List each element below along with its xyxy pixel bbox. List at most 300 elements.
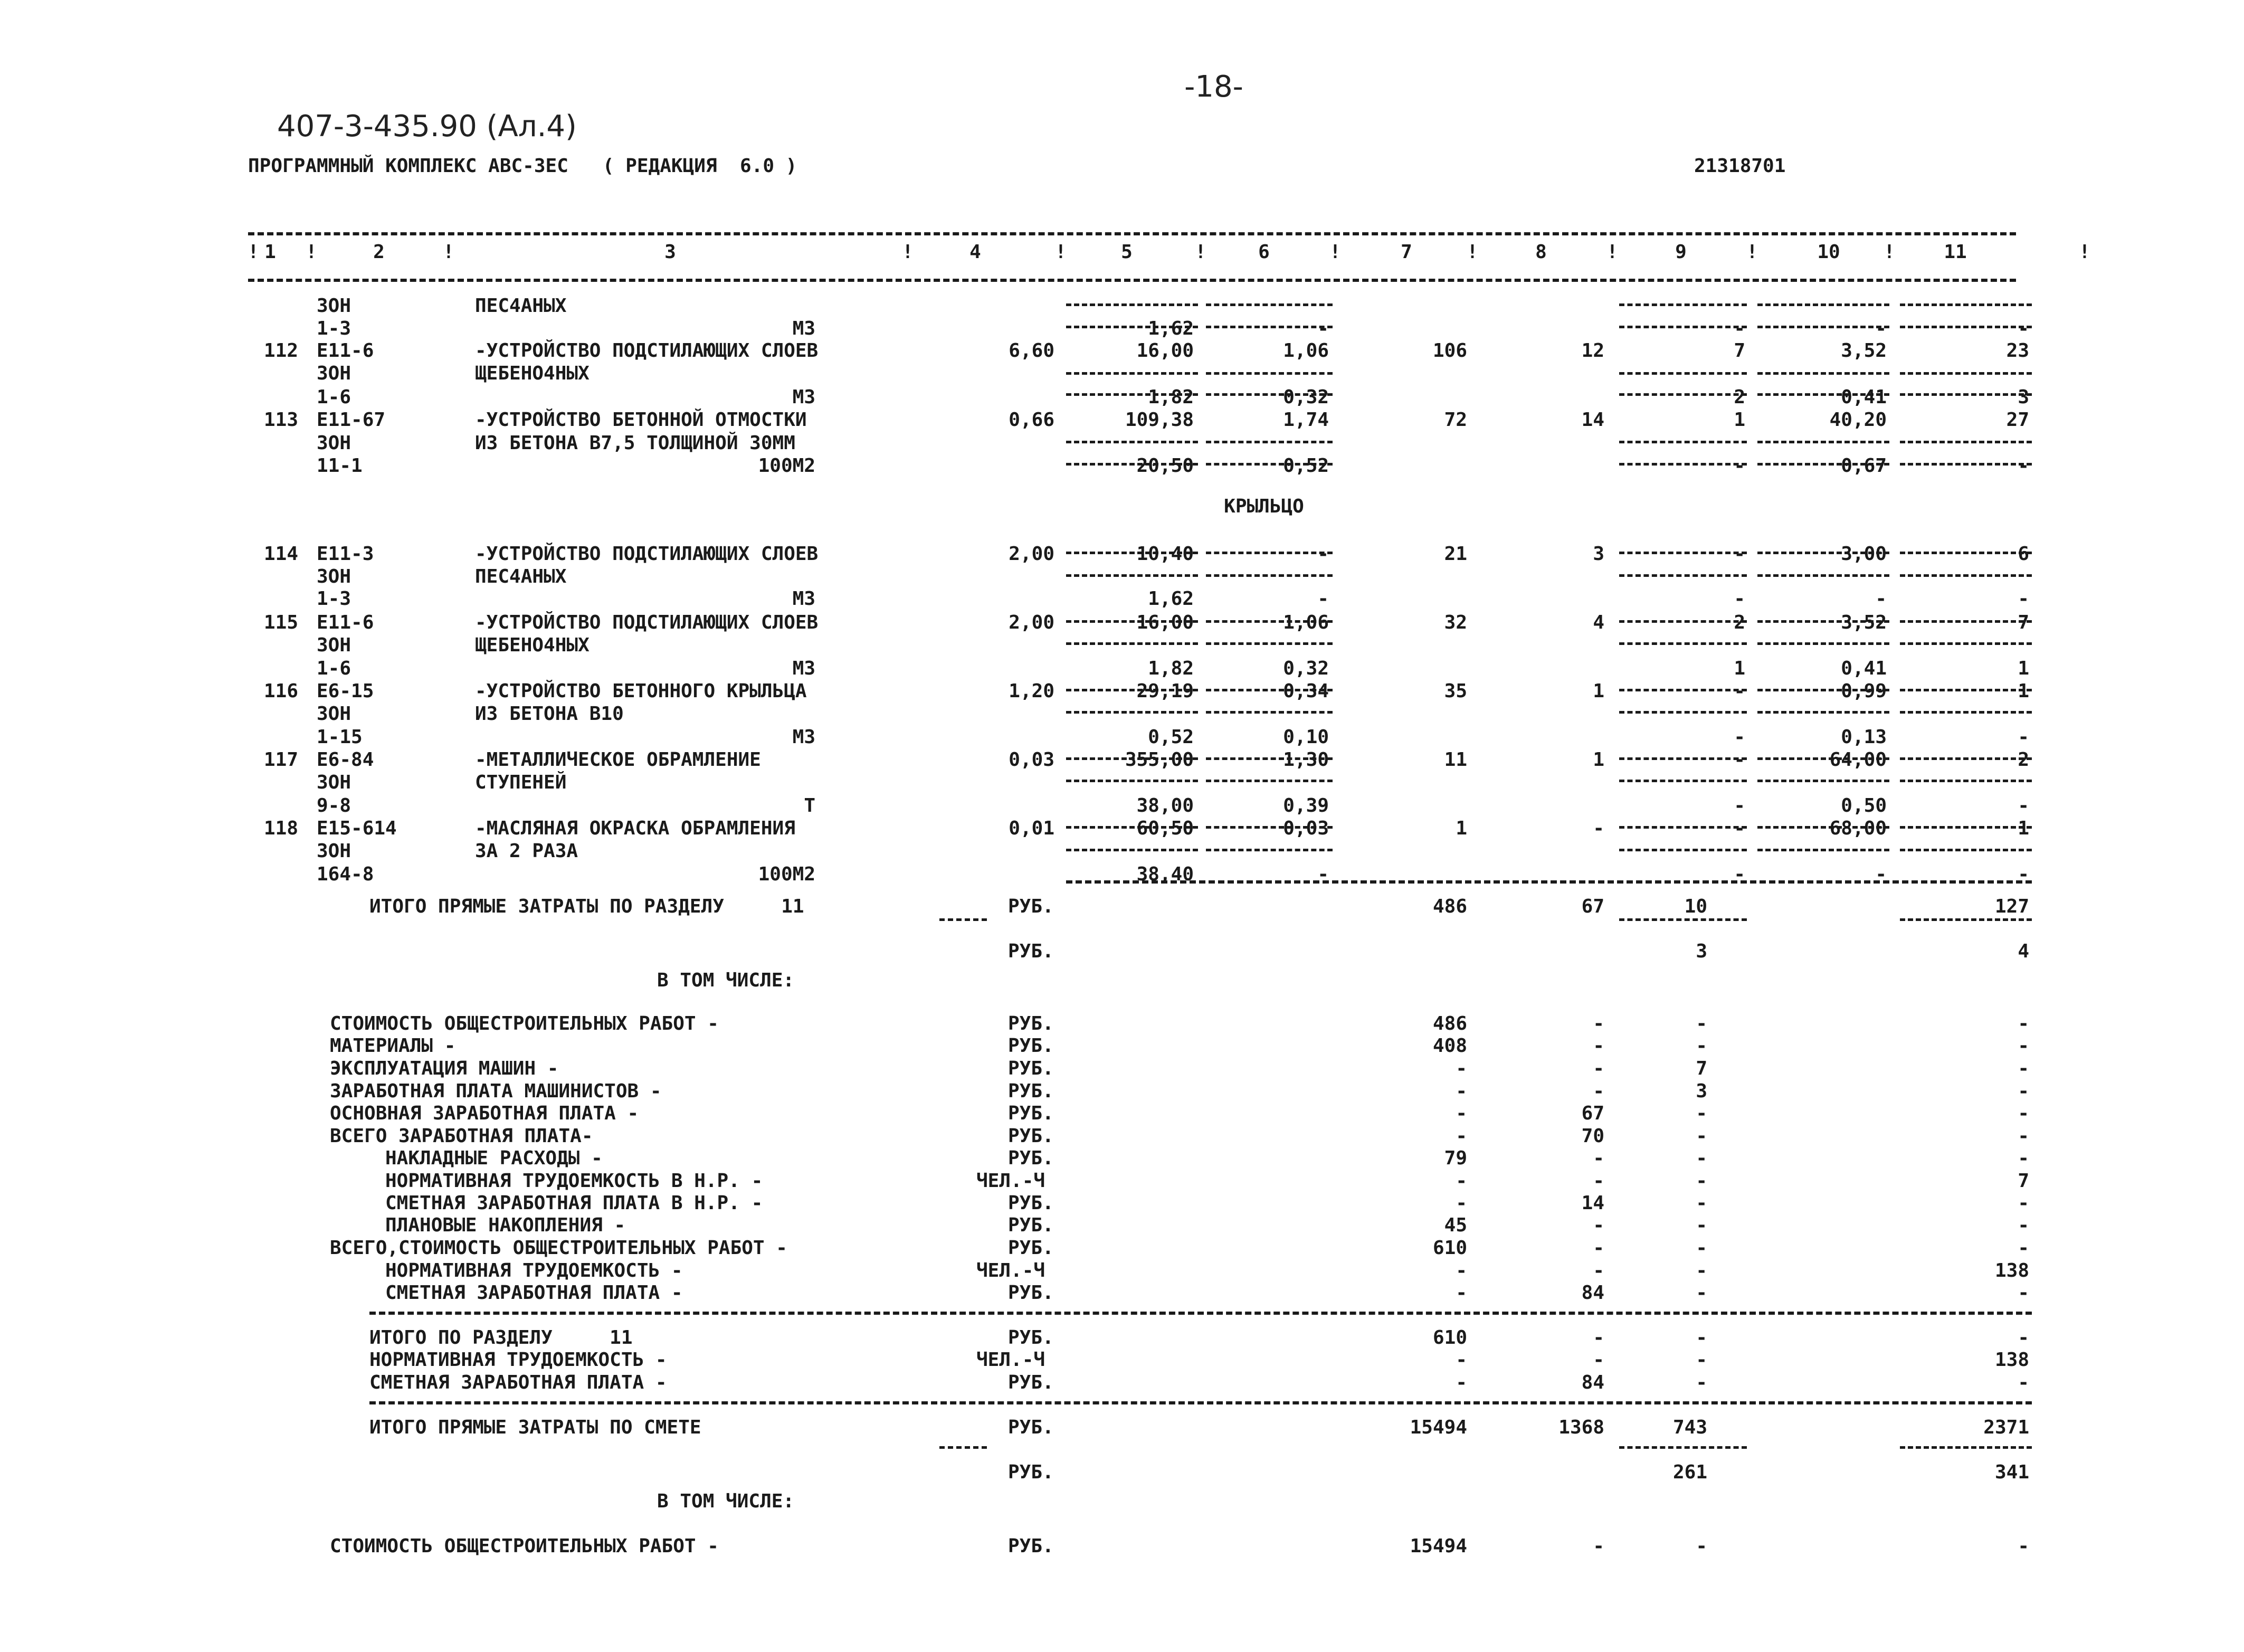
- underline-rule: [1206, 326, 1333, 328]
- table-cell: 0,01: [1009, 818, 1054, 839]
- table-cell: 164-8: [317, 863, 374, 885]
- column-separator: !: [443, 241, 454, 263]
- table-cell: 355,00: [1125, 749, 1194, 771]
- underline-rule: [1066, 552, 1198, 554]
- summary-unit: РУБ.: [1008, 1058, 1054, 1079]
- table-cell: -МЕТАЛЛИЧЕСКОЕ ОБРАМЛЕНИЕ: [475, 749, 761, 771]
- table-cell: 0,66: [1009, 409, 1054, 431]
- underline-rule: [1206, 552, 1333, 554]
- underline-rule: [1619, 441, 1747, 443]
- table-cell: ИЗ БЕТОНА В10: [475, 703, 624, 725]
- summary-label: СМЕТНАЯ ЗАРАБОТНАЯ ПЛАТА -: [369, 1372, 667, 1393]
- column-separator: !: [1606, 241, 1618, 263]
- underline-rule: [1757, 642, 1889, 645]
- page-number: -18-: [1184, 70, 1243, 104]
- summary-label: ОСНОВНАЯ ЗАРАБОТНАЯ ПЛАТА -: [330, 1103, 639, 1124]
- underline-rule: [939, 918, 987, 921]
- summary-value: -: [2018, 1214, 2029, 1236]
- underline-rule: [1206, 574, 1333, 577]
- summary-value: -: [2018, 1192, 2029, 1214]
- underline-rule: [1619, 552, 1747, 554]
- table-cell: 38,40: [1136, 863, 1194, 885]
- underline-rule: [1900, 326, 2032, 328]
- table-cell: 68,00: [1829, 818, 1887, 839]
- table-cell: Е6-84: [317, 749, 374, 771]
- summary-unit: РУБ.: [1008, 1080, 1054, 1102]
- underline-rule: [1757, 393, 1889, 396]
- column-separator: !: [1055, 241, 1067, 263]
- table-cell: 1-6: [317, 658, 351, 679]
- summary-value: 3: [1696, 1080, 1707, 1102]
- underline-rule: [1206, 849, 1333, 851]
- underline-rule: [1206, 463, 1333, 466]
- table-cell: -: [1593, 818, 1604, 839]
- summary-value: -: [1696, 1125, 1707, 1147]
- table-cell: -: [1734, 863, 1745, 885]
- table-cell: 0,52: [1148, 726, 1194, 748]
- summary-value: -: [2018, 1103, 2029, 1124]
- table-cell: 14: [1581, 409, 1604, 431]
- summary-value: -: [1593, 1535, 1604, 1557]
- table-cell: 106: [1432, 340, 1467, 362]
- underline-rule: [1757, 620, 1889, 623]
- underline-rule: [1900, 1446, 2032, 1449]
- summary-value: 7: [1696, 1058, 1707, 1079]
- column-separator: !: [1746, 241, 1758, 263]
- summary-label: СТОИМОСТЬ ОБЩЕСТРОИТЕЛЬНЫХ РАБОТ -: [330, 1535, 719, 1557]
- summary-label: СТОИМОСТЬ ОБЩЕСТРОИТЕЛЬНЫХ РАБОТ -: [330, 1013, 719, 1034]
- table-cell: 1: [1456, 818, 1467, 839]
- table-cell: 1,20: [1009, 680, 1054, 702]
- table-cell: 64,00: [1829, 749, 1887, 771]
- summary-value: 84: [1581, 1282, 1604, 1304]
- underline-rule: [1066, 711, 1198, 714]
- table-cell: 0,10: [1283, 726, 1329, 748]
- underline-rule: [1206, 757, 1333, 760]
- underline-rule: [1757, 689, 1889, 691]
- program-title: ПРОГРАММНЫЙ КОМПЛЕКС АВС-3ЕС ( РЕДАКЦИЯ 6.0 ): [248, 155, 797, 177]
- summary-value: -: [1456, 1282, 1467, 1304]
- table-cell: 1-3: [317, 588, 351, 610]
- underline-rule: [1900, 620, 2032, 623]
- summary-value: -: [1696, 1214, 1707, 1236]
- table-cell: -: [1734, 455, 1745, 477]
- underline-rule: [1757, 826, 1889, 829]
- underline-rule: [1900, 441, 2032, 443]
- column-separator: !: [1884, 241, 1895, 263]
- summary-value: -: [2018, 1035, 2029, 1057]
- summary-value: -: [1696, 1372, 1707, 1393]
- summary-value: -: [1593, 1058, 1604, 1079]
- underline-rule: [1757, 441, 1889, 443]
- table-cell: 7: [2018, 612, 2029, 633]
- header-top-rule: [248, 232, 2016, 235]
- underline-rule: [1900, 711, 2032, 714]
- table-cell: -: [1317, 318, 1329, 339]
- summary-unit: РУБ.: [1008, 1535, 1054, 1557]
- underline-rule: [1900, 372, 2032, 375]
- summary-value: -: [1593, 1237, 1604, 1259]
- column-header: 1: [264, 241, 276, 263]
- table-cell: 3: [1593, 543, 1604, 565]
- table-cell: 1,82: [1148, 386, 1194, 408]
- underline-rule: [1206, 620, 1333, 623]
- column-header: 6: [1258, 241, 1270, 263]
- underline-rule: [1619, 620, 1747, 623]
- underline-rule: [1619, 757, 1747, 760]
- summary-value: -: [1696, 1035, 1707, 1057]
- table-cell: -: [1317, 543, 1329, 565]
- document-code: 407-3-435.90 (Ал.4): [277, 109, 577, 144]
- table-cell: 0,03: [1009, 749, 1054, 771]
- summary-value: -: [1696, 1282, 1707, 1304]
- underline-rule: [1619, 463, 1747, 466]
- table-cell: -: [2018, 318, 2029, 339]
- table-cell: -: [2018, 726, 2029, 748]
- summary-value: -: [1593, 1349, 1604, 1371]
- summary-label: НОРМАТИВНАЯ ТРУДОЕМКОСТЬ В Н.Р. -: [385, 1170, 763, 1192]
- underline-rule: [1619, 826, 1747, 829]
- underline-rule: [1900, 689, 2032, 691]
- table-cell: 38,00: [1136, 795, 1194, 816]
- table-cell: Е15-614: [317, 818, 397, 839]
- summary-unit: ЧЕЛ.-Ч: [976, 1170, 1045, 1192]
- summary-label: НАКЛАДНЫЕ РАСХОДЫ -: [385, 1147, 603, 1169]
- summary-value: 15494: [1410, 1417, 1467, 1438]
- summary-label: ИТОГО ПРЯМЫЕ ЗАТРАТЫ ПО СМЕТЕ: [369, 1417, 701, 1438]
- table-cell: 12: [1581, 340, 1604, 362]
- table-cell: 40,20: [1829, 409, 1887, 431]
- summary-value: 10: [1684, 896, 1707, 917]
- summary-unit: РУБ.: [1008, 1192, 1054, 1214]
- summary-value: 45: [1444, 1214, 1467, 1236]
- summary-unit: РУБ.: [1008, 1417, 1054, 1438]
- summary-value: 486: [1432, 1013, 1467, 1034]
- column-separator: !: [1329, 241, 1341, 263]
- table-cell: 1: [2018, 818, 2029, 839]
- summary-value: 743: [1672, 1417, 1707, 1438]
- summary-value: 610: [1432, 1327, 1467, 1349]
- table-cell: 1-15: [317, 726, 363, 748]
- summary-value: 3: [1696, 941, 1707, 962]
- table-cell: 3ОН: [317, 566, 351, 587]
- column-header: 10: [1817, 241, 1840, 263]
- underline-rule: [1619, 642, 1747, 645]
- summary-label: ВСЕГО ЗАРАБОТНАЯ ПЛАТА-: [330, 1125, 593, 1147]
- table-cell: -: [1734, 318, 1745, 339]
- underline-rule: [1900, 393, 2032, 396]
- summary-value: -: [1696, 1147, 1707, 1169]
- underline-rule: [1619, 303, 1747, 306]
- summary-value: -: [1696, 1535, 1707, 1557]
- summary-value: -: [1593, 1260, 1604, 1281]
- table-cell: 0,52: [1283, 455, 1329, 477]
- table-cell: -: [1734, 588, 1745, 610]
- table-cell: 0,39: [1283, 795, 1329, 816]
- table-cell: -: [2018, 863, 2029, 885]
- underline-rule: [1619, 393, 1747, 396]
- underline-rule: [1206, 780, 1333, 782]
- underline-rule: [1900, 463, 2032, 466]
- table-cell: 11-1: [317, 455, 363, 477]
- underline-rule: [1757, 757, 1889, 760]
- summary-value: -: [1593, 1170, 1604, 1192]
- table-cell: ЩЕБЕНО4НЫХ: [475, 634, 589, 656]
- summary-value: 408: [1432, 1035, 1467, 1057]
- table-cell: -: [2018, 588, 2029, 610]
- summary-label: В ТОМ ЧИСЛЕ:: [657, 970, 795, 991]
- summary-label: ЗАРАБОТНАЯ ПЛАТА МАШИНИСТОВ -: [330, 1080, 662, 1102]
- table-cell: 35: [1444, 680, 1467, 702]
- table-cell: ПЕС4АНЫХ: [475, 566, 567, 587]
- table-cell: М3: [792, 588, 815, 610]
- summary-value: 14: [1581, 1192, 1604, 1214]
- table-cell: 1,74: [1283, 409, 1329, 431]
- summary-value: 2371: [1983, 1417, 2029, 1438]
- summary-value: -: [1593, 1147, 1604, 1169]
- table-cell: -: [1734, 680, 1745, 702]
- table-cell: 1: [1593, 749, 1604, 771]
- table-cell: 1,06: [1283, 612, 1329, 633]
- underline-rule: [1066, 826, 1198, 829]
- underline-rule: [1619, 689, 1747, 691]
- summary-unit: РУБ.: [1008, 1013, 1054, 1034]
- underline-rule: [1066, 880, 2032, 884]
- table-cell: 11: [1444, 749, 1467, 771]
- summary-value: 610: [1432, 1237, 1467, 1259]
- table-cell: 100М2: [758, 455, 815, 477]
- table-cell: 3ОН: [317, 432, 351, 454]
- summary-label: ВСЕГО,СТОИМОСТЬ ОБЩЕСТРОИТЕЛЬНЫХ РАБОТ -: [330, 1237, 787, 1259]
- column-header: 2: [373, 241, 385, 263]
- table-cell: -: [1734, 795, 1745, 816]
- underline-rule: [1900, 642, 2032, 645]
- table-cell: Е11-6: [317, 340, 374, 362]
- table-cell: 1,06: [1283, 340, 1329, 362]
- table-cell: 100М2: [758, 863, 815, 885]
- underline-rule: [1619, 326, 1747, 328]
- summary-unit: РУБ.: [1008, 1035, 1054, 1057]
- table-cell: 27: [2006, 409, 2029, 431]
- table-cell: 2: [2018, 749, 2029, 771]
- table-cell: 9-8: [317, 795, 351, 816]
- table-cell: 113: [263, 409, 298, 431]
- section-title: КРЫЛЬЦО: [1224, 496, 1304, 517]
- summary-value: -: [1456, 1080, 1467, 1102]
- table-cell: -: [1317, 588, 1329, 610]
- underline-rule: [1206, 642, 1333, 645]
- underline-rule: [1066, 303, 1198, 306]
- column-separator: !: [1467, 241, 1478, 263]
- table-cell: -УСТРОЙСТВО БЕТОННОГО КРЫЛЬЦА: [475, 680, 807, 702]
- underline-rule: [1757, 552, 1889, 554]
- summary-value: -: [1593, 1013, 1604, 1034]
- table-cell: -: [2018, 455, 2029, 477]
- table-cell: 0,67: [1841, 455, 1887, 477]
- underline-rule: [1066, 757, 1198, 760]
- table-cell: 2: [1734, 612, 1745, 633]
- underline-rule: [1757, 849, 1889, 851]
- summary-value: -: [1593, 1035, 1604, 1057]
- table-cell: 114: [263, 543, 298, 565]
- summary-value: 15494: [1410, 1535, 1467, 1557]
- underline-rule: [1066, 393, 1198, 396]
- summary-value: -: [1456, 1192, 1467, 1214]
- underline-rule: [1900, 918, 2032, 921]
- table-cell: 112: [263, 340, 298, 362]
- column-separator: !: [2079, 241, 2090, 263]
- table-cell: 16,00: [1136, 612, 1194, 633]
- table-cell: 116: [263, 680, 298, 702]
- summary-unit: РУБ.: [1008, 896, 1054, 917]
- underline-rule: [1619, 780, 1747, 782]
- document-id: 21318701: [1694, 155, 1786, 177]
- column-header: 3: [664, 241, 676, 263]
- underline-rule: [369, 1401, 2032, 1404]
- summary-label: ИТОГО ПРЯМЫЕ ЗАТРАТЫ ПО РАЗДЕЛУ 11: [369, 896, 804, 917]
- table-cell: 3ОН: [317, 363, 351, 384]
- underline-rule: [1619, 574, 1747, 577]
- table-cell: 109,38: [1125, 409, 1194, 431]
- table-cell: 1-3: [317, 318, 351, 339]
- table-cell: М3: [792, 318, 815, 339]
- table-cell: 29,19: [1136, 680, 1194, 702]
- underline-rule: [939, 1446, 987, 1449]
- table-cell: -: [1734, 818, 1745, 839]
- summary-value: 67: [1581, 896, 1604, 917]
- summary-value: 138: [1994, 1349, 2029, 1371]
- summary-value: 261: [1672, 1461, 1707, 1483]
- table-cell: 6,60: [1009, 340, 1054, 362]
- summary-value: 341: [1994, 1461, 2029, 1483]
- table-cell: 10,40: [1136, 543, 1194, 565]
- table-cell: 23: [2006, 340, 2029, 362]
- underline-rule: [1206, 711, 1333, 714]
- table-cell: -МАСЛЯНАЯ ОКРАСКА ОБРАМЛЕНИЯ: [475, 818, 795, 839]
- column-header: 11: [1944, 241, 1967, 263]
- table-cell: -УСТРОЙСТВО ПОДСТИЛАЮЩИХ СЛОЕВ: [475, 543, 819, 565]
- underline-rule: [1619, 1446, 1747, 1449]
- table-cell: 6: [2018, 543, 2029, 565]
- summary-label: НОРМАТИВНАЯ ТРУДОЕМКОСТЬ -: [369, 1349, 667, 1371]
- summary-label: В ТОМ ЧИСЛЕ:: [657, 1490, 795, 1512]
- summary-unit: ЧЕЛ.-Ч: [976, 1260, 1045, 1281]
- underline-rule: [1619, 372, 1747, 375]
- header-bottom-rule: [248, 279, 2016, 282]
- table-cell: 20,50: [1136, 455, 1194, 477]
- summary-value: -: [1593, 1214, 1604, 1236]
- summary-unit: РУБ.: [1008, 1282, 1054, 1304]
- table-cell: 117: [263, 749, 298, 771]
- summary-value: 7: [2018, 1170, 2029, 1192]
- underline-rule: [1900, 780, 2032, 782]
- table-cell: Е11-67: [317, 409, 386, 431]
- underline-rule: [1900, 757, 2032, 760]
- underline-rule: [1066, 326, 1198, 328]
- summary-value: -: [2018, 1058, 2029, 1079]
- table-cell: 3ОН: [317, 703, 351, 725]
- underline-rule: [1900, 849, 2032, 851]
- summary-value: -: [1696, 1349, 1707, 1371]
- summary-value: -: [1456, 1125, 1467, 1147]
- table-cell: 1: [1734, 409, 1745, 431]
- summary-value: -: [1696, 1237, 1707, 1259]
- table-cell: 7: [1734, 340, 1745, 362]
- summary-unit: РУБ.: [1008, 1214, 1054, 1236]
- table-cell: 0,99: [1841, 680, 1887, 702]
- column-separator: !: [248, 241, 259, 263]
- table-cell: 1: [2018, 680, 2029, 702]
- table-cell: Е6-15: [317, 680, 374, 702]
- underline-rule: [1066, 849, 1198, 851]
- table-cell: -: [1875, 588, 1887, 610]
- summary-value: -: [1696, 1327, 1707, 1349]
- table-cell: Е11-6: [317, 612, 374, 633]
- summary-label: СМЕТНАЯ ЗАРАБОТНАЯ ПЛАТА В Н.Р. -: [385, 1192, 763, 1214]
- table-cell: 2: [1734, 386, 1745, 408]
- summary-value: -: [2018, 1125, 2029, 1147]
- table-cell: 3: [2018, 386, 2029, 408]
- summary-value: -: [2018, 1080, 2029, 1102]
- table-cell: 3,52: [1841, 340, 1887, 362]
- table-cell: ЩЕБЕНО4НЫХ: [475, 363, 589, 384]
- table-cell: Е11-3: [317, 543, 374, 565]
- summary-label: ПЛАНОВЫЕ НАКОПЛЕНИЯ -: [385, 1214, 626, 1236]
- table-cell: ЗА 2 РАЗА: [475, 840, 578, 862]
- summary-value: 4: [2018, 941, 2029, 962]
- table-cell: -: [1875, 863, 1887, 885]
- underline-rule: [1900, 826, 2032, 829]
- underline-rule: [1206, 441, 1333, 443]
- summary-value: -: [1696, 1103, 1707, 1124]
- table-cell: 0,32: [1283, 386, 1329, 408]
- summary-value: -: [1456, 1372, 1467, 1393]
- table-cell: -: [1317, 863, 1329, 885]
- table-cell: 16,00: [1136, 340, 1194, 362]
- underline-rule: [1066, 441, 1198, 443]
- summary-unit: РУБ.: [1008, 1125, 1054, 1147]
- summary-label: СМЕТНАЯ ЗАРАБОТНАЯ ПЛАТА -: [385, 1282, 683, 1304]
- underline-rule: [1900, 303, 2032, 306]
- table-cell: СТУПЕНЕЙ: [475, 772, 567, 793]
- summary-unit: РУБ.: [1008, 1103, 1054, 1124]
- table-cell: ИЗ БЕТОНА В7,5 ТОЛЩИНОЙ 30ММ: [475, 432, 795, 454]
- summary-unit: РУБ.: [1008, 1237, 1054, 1259]
- table-cell: 1,62: [1148, 588, 1194, 610]
- underline-rule: [1066, 620, 1198, 623]
- summary-unit: РУБ.: [1008, 1461, 1054, 1483]
- table-cell: 0,34: [1283, 680, 1329, 702]
- table-cell: 1: [1734, 658, 1745, 679]
- underline-rule: [1757, 372, 1889, 375]
- underline-rule: [1066, 574, 1198, 577]
- underline-rule: [1066, 463, 1198, 466]
- underline-rule: [1066, 642, 1198, 645]
- underline-rule: [1619, 711, 1747, 714]
- table-cell: 1: [2018, 658, 2029, 679]
- summary-value: -: [1456, 1260, 1467, 1281]
- summary-value: -: [2018, 1237, 2029, 1259]
- summary-value: -: [2018, 1282, 2029, 1304]
- underline-rule: [1206, 689, 1333, 691]
- underline-rule: [1757, 326, 1889, 328]
- summary-value: -: [2018, 1147, 2029, 1169]
- underline-rule: [1206, 303, 1333, 306]
- summary-value: -: [2018, 1372, 2029, 1393]
- table-cell: 2,00: [1009, 543, 1054, 565]
- table-cell: Т: [804, 795, 815, 816]
- summary-value: 70: [1581, 1125, 1604, 1147]
